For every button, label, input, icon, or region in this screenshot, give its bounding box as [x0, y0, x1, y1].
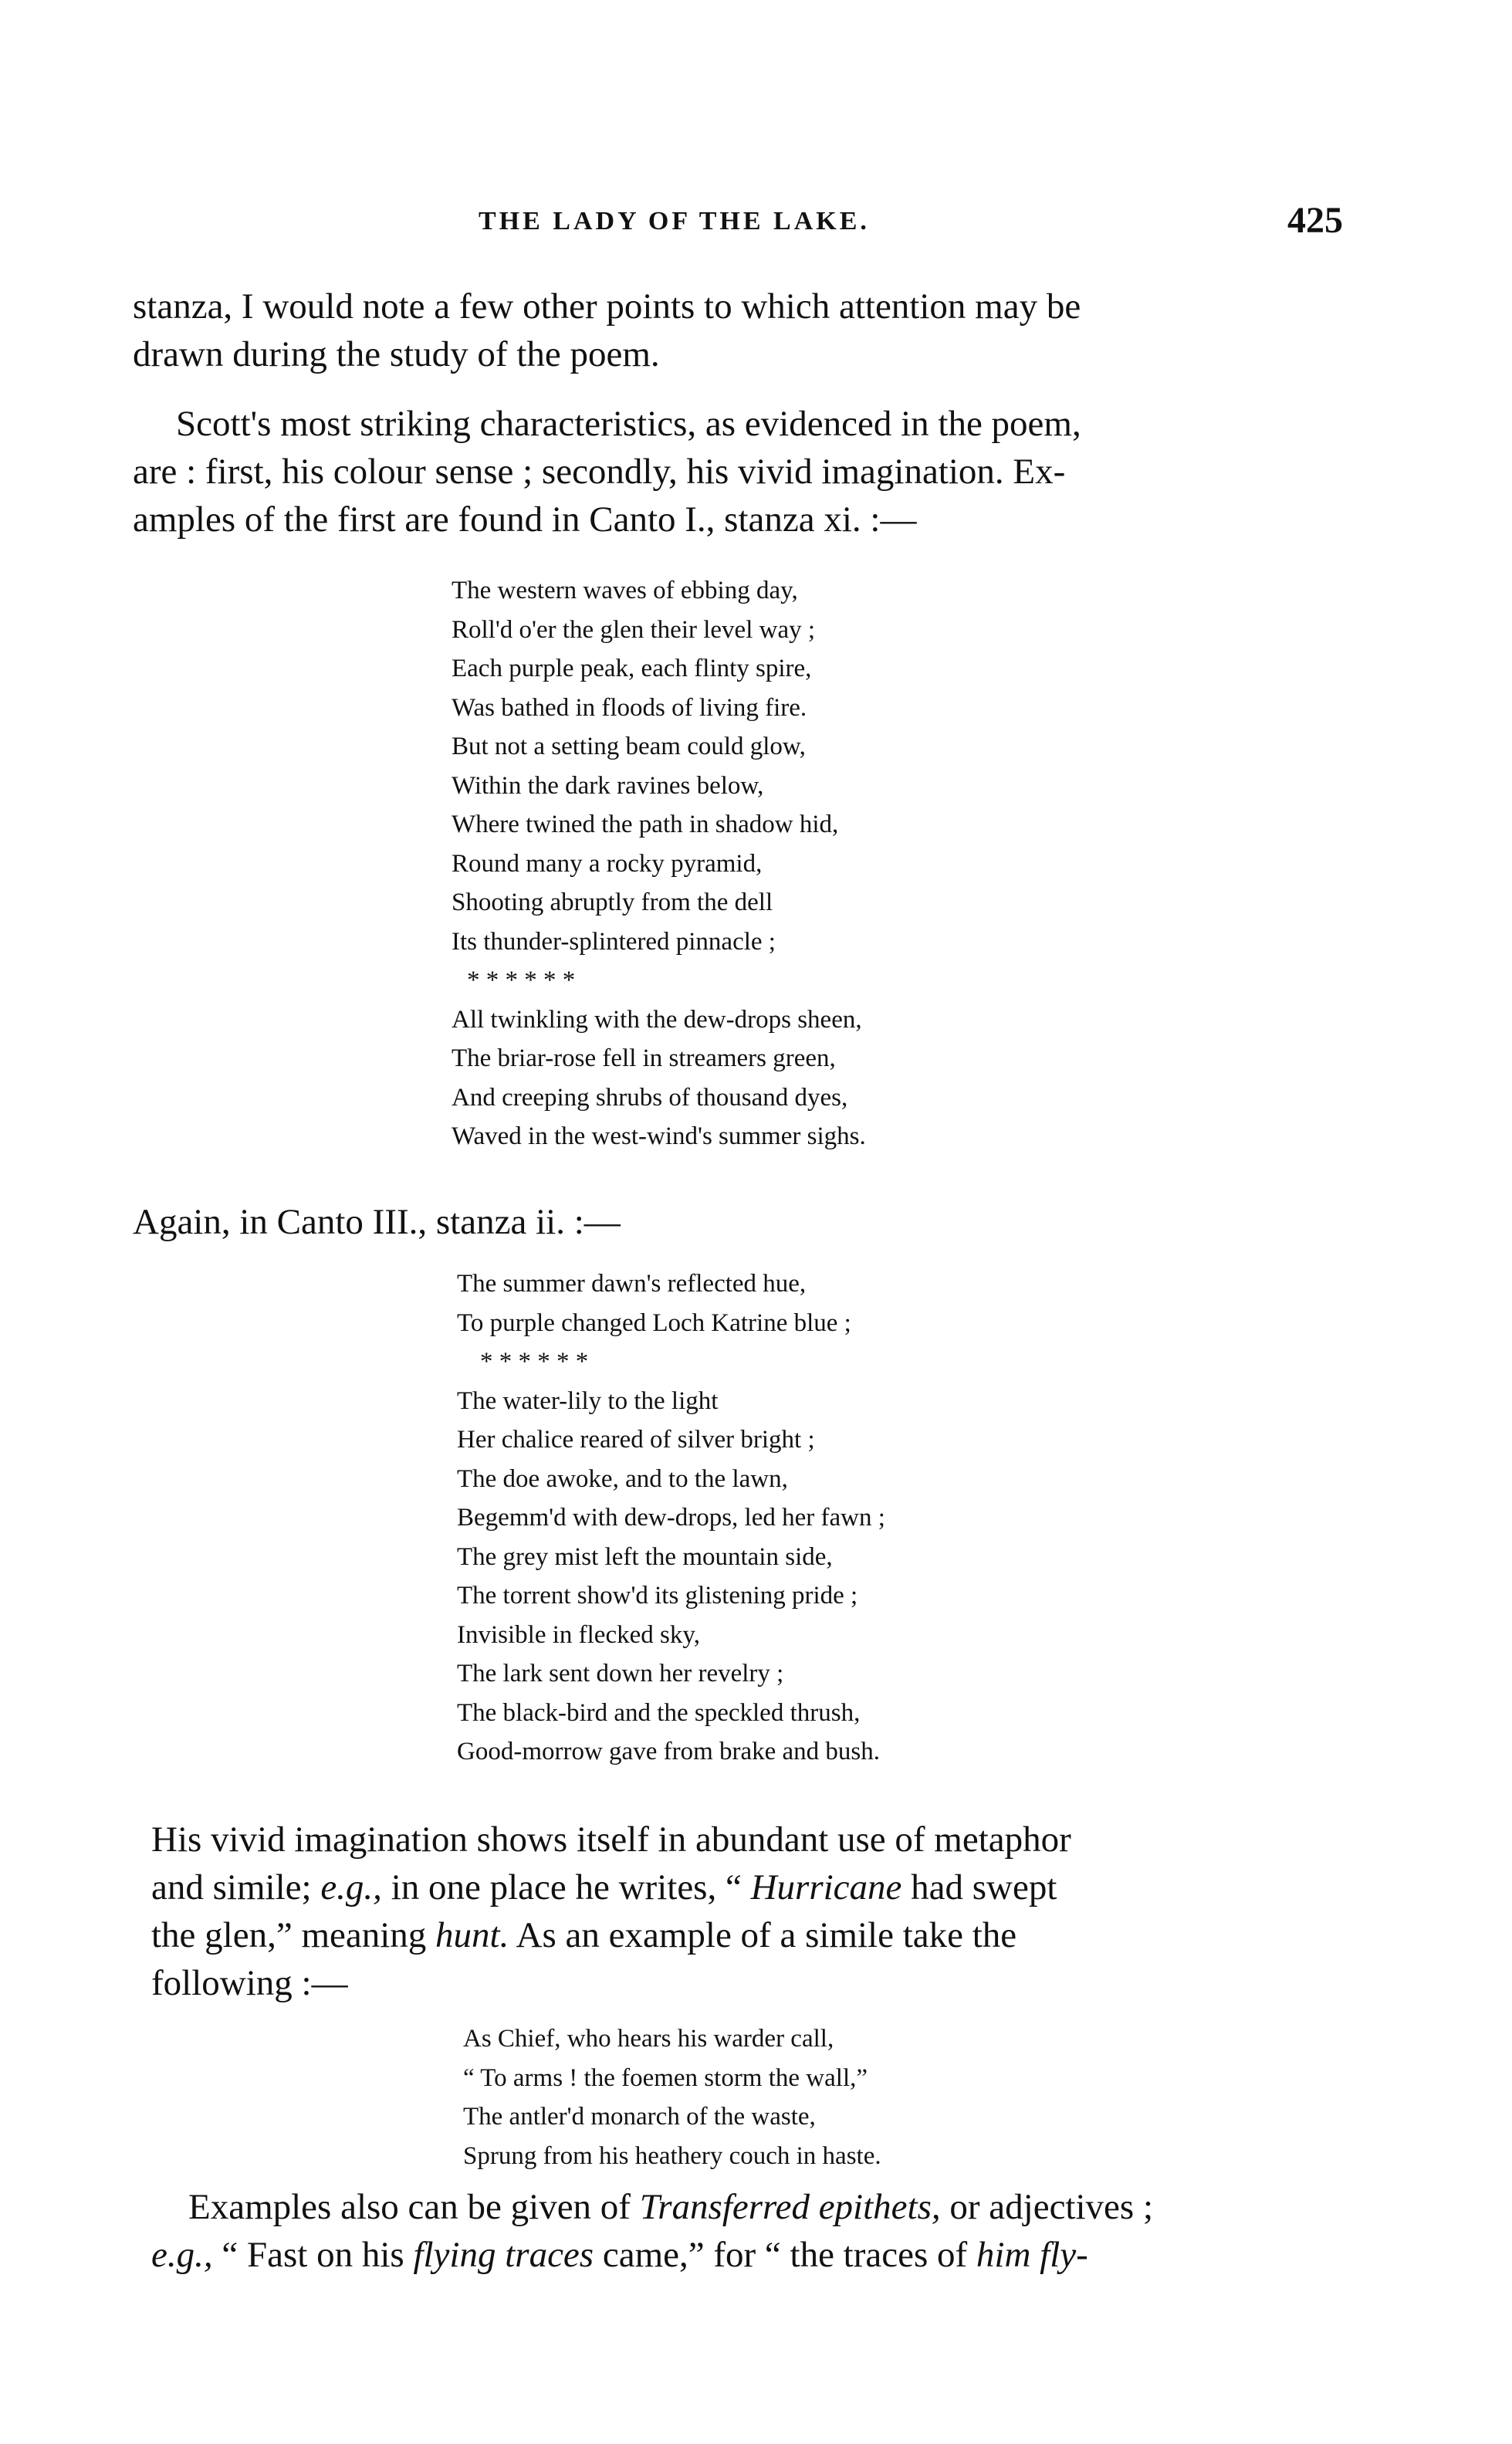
verse-line: And creeping shrubs of thousand dyes,: [452, 1083, 848, 1112]
verse-line: As Chief, who hears his warder call,: [463, 2025, 834, 2053]
verse-quote-canto-3: [457, 1264, 885, 1772]
paragraph-again-canto-3: [133, 1198, 1337, 1246]
verse-line: Its thunder-splintered pinnacle ;: [452, 927, 776, 956]
verse-line: Was bathed in floods of living fire.: [452, 693, 807, 722]
running-head: THE LADY OF THE LAKE.: [479, 207, 870, 235]
text-run: or adjectives ;: [940, 2187, 1154, 2227]
text-line: Scott's most striking characteristics, as evidenced in the poem,: [176, 404, 1081, 444]
verse-quote-simile: [463, 2019, 881, 2175]
text-run: Examples also can be given of: [188, 2187, 640, 2227]
verse-line: Where twined the path in shadow hid,: [452, 811, 839, 838]
verse-line: Sprung from his heathery couch in haste.: [463, 2141, 881, 2170]
text-line: Again, in Canto III., stanza ii. :—: [133, 1202, 621, 1242]
verse-line: The torrent show'd its glistening pride ;: [457, 1582, 858, 1610]
verse-line: To purple changed Loch Katrine blue ;: [457, 1308, 851, 1337]
text-line: are : first, his colour sense ; secondly, his vivid imagination. Ex-: [133, 452, 1066, 492]
text-line: stanza, I would note a few other points to which attention may be: [133, 286, 1081, 327]
verse-line: Each purple peak, each flinty spire,: [452, 655, 812, 682]
verse-line: Good-morrow gave from brake and bush.: [457, 1738, 881, 1765]
paragraph-imagination: [151, 1816, 1340, 2007]
text-run: As an example of a simile take the: [509, 1915, 1017, 1955]
section-break-stars: * * * * * *: [467, 966, 576, 994]
text-line: amples of the first are found in Canto I., stanza xi. :—: [133, 499, 917, 540]
text-line: His vivid imagination shows itself in abundant use of metaphor: [151, 1819, 1071, 1860]
verse-line: The water-lily to the light: [457, 1386, 719, 1415]
verse-line: The western waves of ebbing day,: [452, 577, 798, 604]
text-run: had swept: [901, 1867, 1057, 1907]
verse-line: The antler'd monarch of the waste,: [463, 2103, 816, 2131]
verse-line: Roll'd o'er the glen their level way ;: [452, 615, 816, 644]
emphasis-hunt: hunt.: [435, 1915, 509, 1955]
text-line: [151, 1863, 1340, 1911]
emphasis-eg: e.g.,: [320, 1867, 382, 1907]
verse-line: The doe awoke, and to the lawn,: [457, 1464, 788, 1493]
paragraph-transferred-epithets: [151, 2183, 1340, 2279]
paragraph-stanza-note: [133, 283, 1337, 378]
verse-line: The black-bird and the speckled thrush,: [457, 1698, 861, 1727]
verse-line: Round many a rocky pyramid,: [452, 849, 763, 878]
verse-line: Waved in the west-wind's summer sighs.: [452, 1122, 866, 1150]
verse-line: The briar-rose fell in streamers green,: [452, 1044, 836, 1072]
verse-line: Shooting abruptly from the dell: [452, 889, 773, 916]
paragraph-characteristics: [133, 400, 1337, 543]
text-line: [151, 2183, 1340, 2231]
verse-line: Her chalice reared of silver bright ;: [457, 1426, 815, 1454]
verse-line: Begemm'd with dew-drops, led her fawn ;: [457, 1504, 885, 1532]
text-run: and simile;: [151, 1867, 321, 1907]
section-break-stars: * * * * * *: [480, 1348, 589, 1376]
text-line: [151, 2231, 1340, 2279]
text-run: came,” for “ the traces of: [594, 2235, 976, 2275]
verse-line: All twinkling with the dew-drops sheen,: [452, 1005, 862, 1034]
text-run: the glen,” meaning: [151, 1915, 436, 1955]
verse-line: Invisible in flecked sky,: [457, 1620, 700, 1649]
emphasis-transferred-epithets: Transferred epithets,: [639, 2187, 941, 2227]
text-line: [151, 1911, 1340, 1959]
text-run: “ Fast on his: [212, 2235, 414, 2275]
verse-line: Within the dark ravines below,: [452, 771, 764, 800]
text-line: following :—: [151, 1963, 348, 2003]
emphasis-him-fly: him fly-: [976, 2235, 1088, 2275]
verse-line: But not a setting beam could glow,: [452, 733, 806, 760]
emphasis-eg: e.g.,: [151, 2235, 213, 2275]
verse-line: The summer dawn's reflected hue,: [457, 1270, 807, 1298]
verse-line: The lark sent down her revelry ;: [457, 1660, 784, 1687]
verse-line: “ To arms ! the foemen storm the wall,”: [463, 2063, 868, 2092]
page-number: 425: [1287, 200, 1343, 241]
verse-line: The grey mist left the mountain side,: [457, 1542, 833, 1571]
emphasis-hurricane: Hurricane: [750, 1867, 902, 1907]
emphasis-flying-traces: flying traces: [413, 2235, 594, 2275]
verse-quote-canto-1: [452, 571, 866, 1156]
text-line: drawn during the study of the poem.: [133, 334, 660, 374]
text-run: in one place he writes, “: [381, 1867, 751, 1907]
